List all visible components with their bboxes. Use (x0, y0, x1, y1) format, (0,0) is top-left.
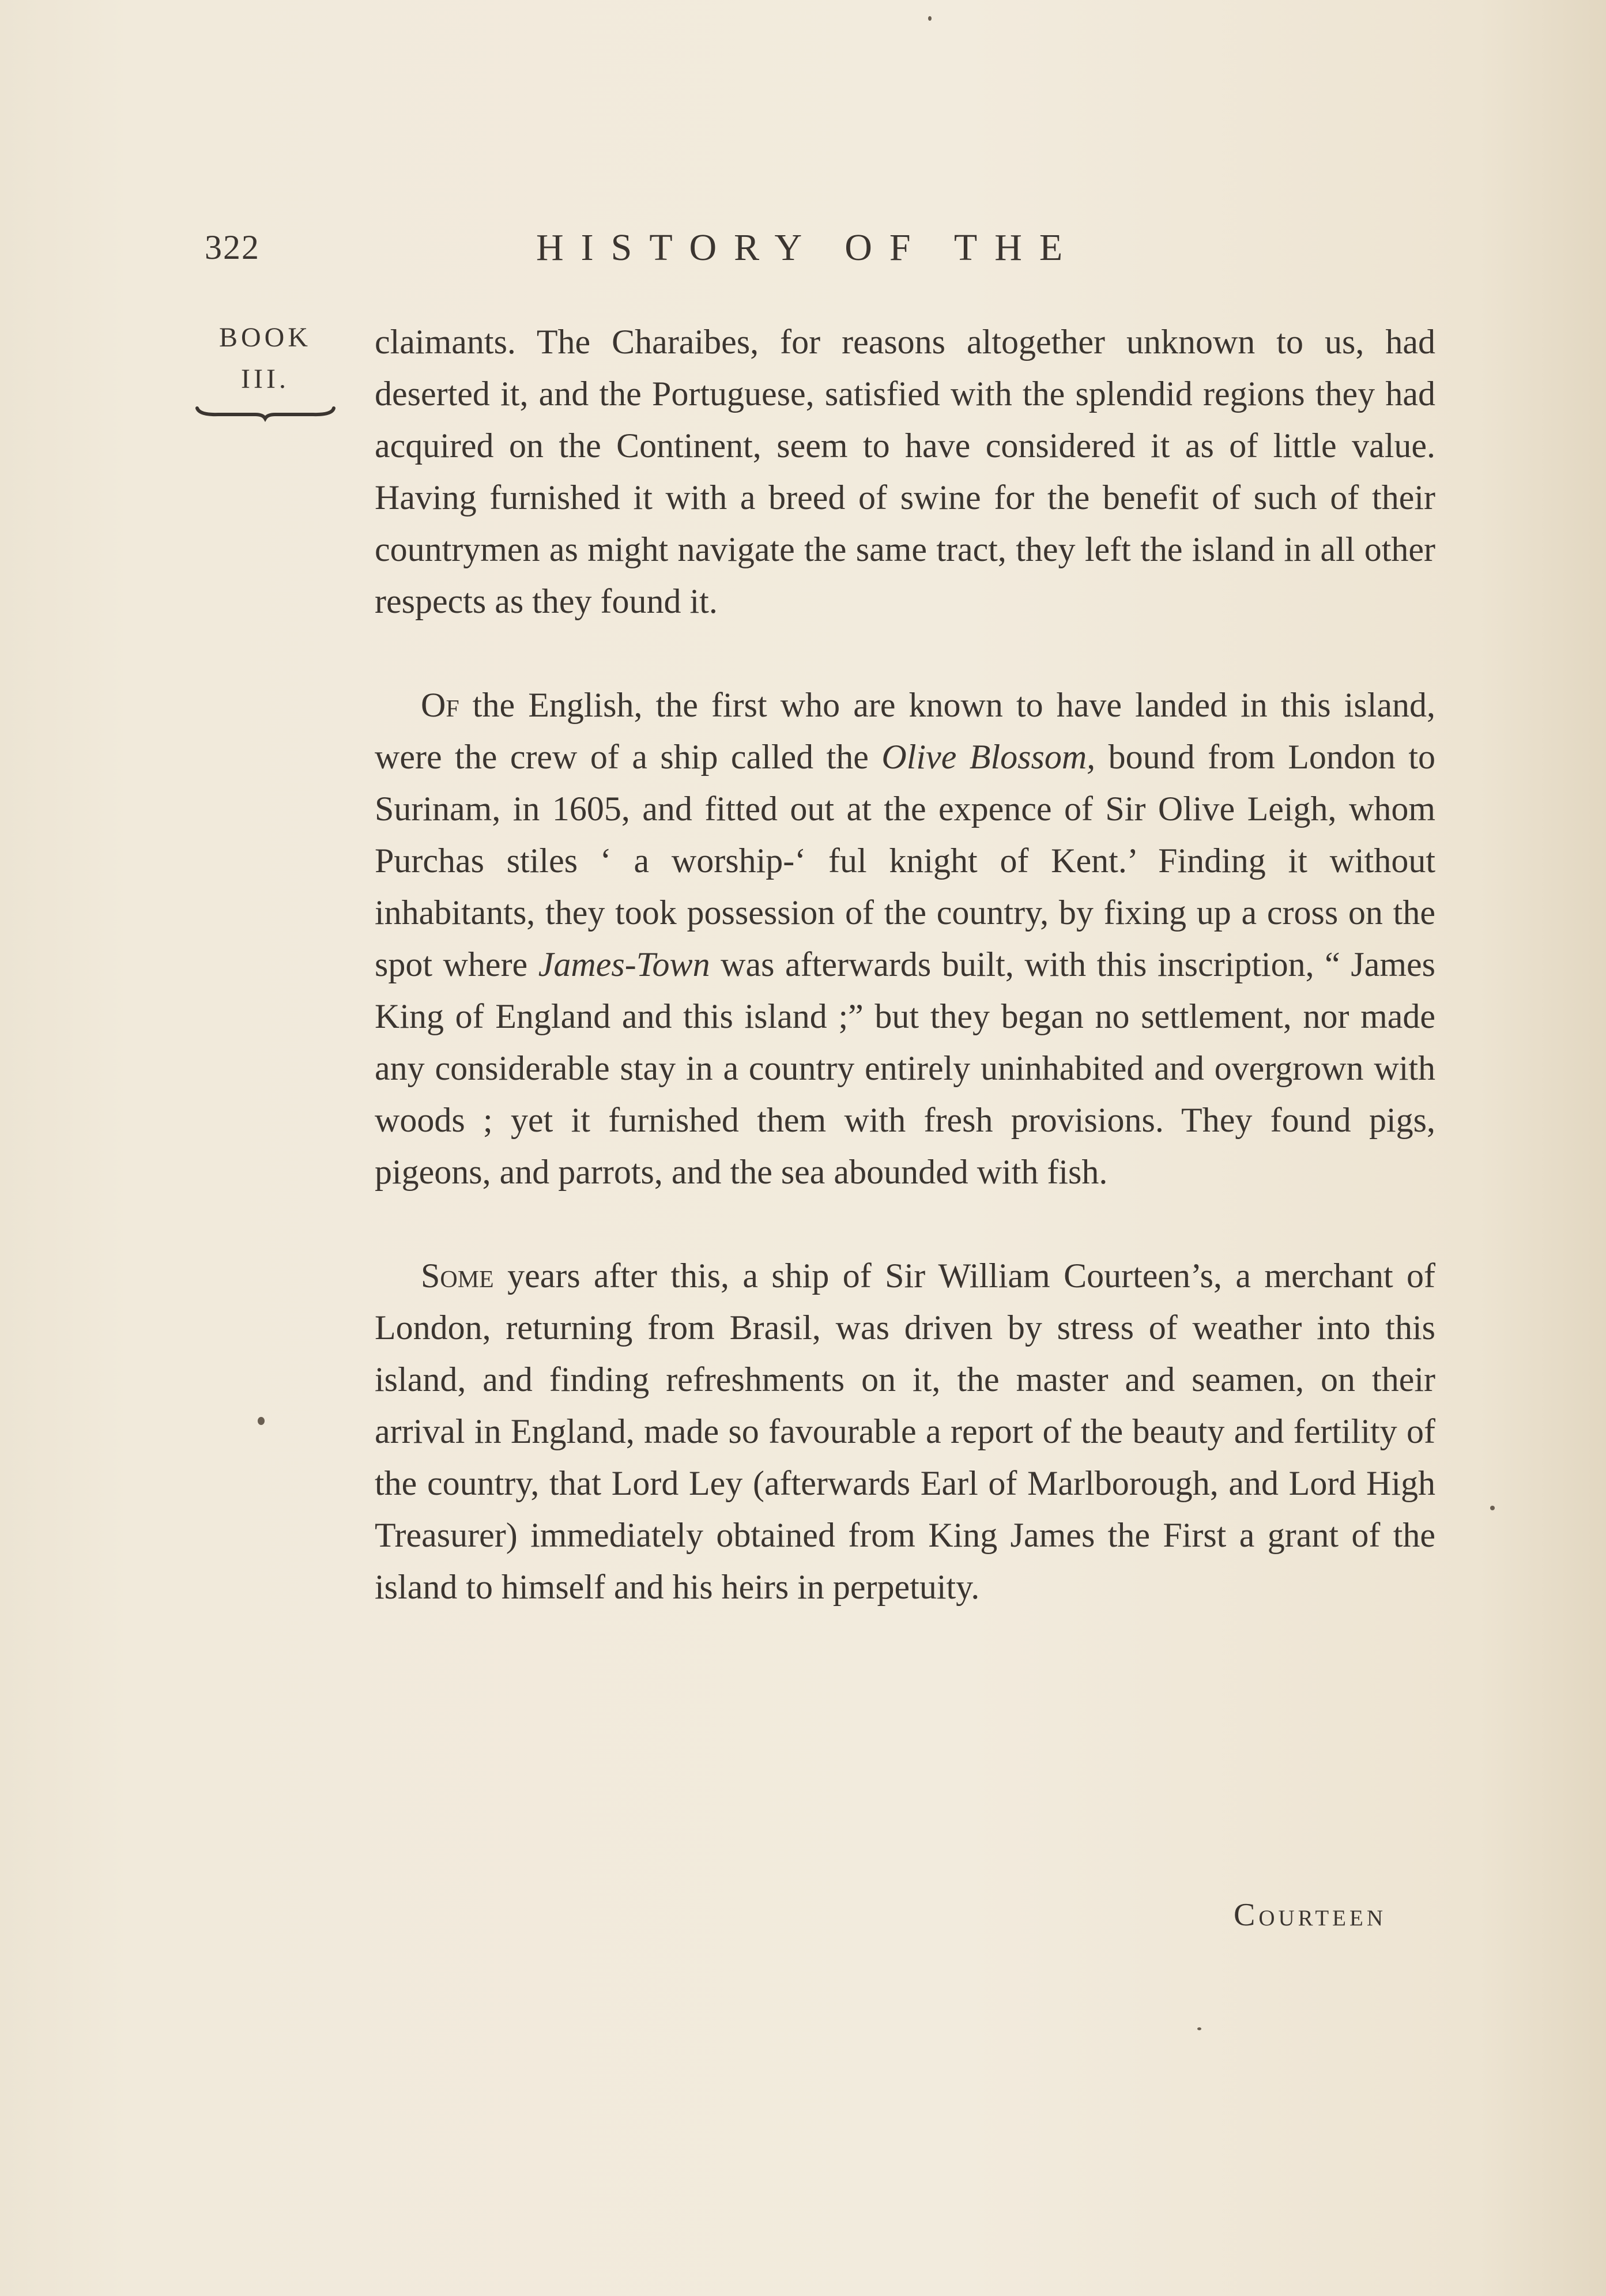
paragraph-3-lead: Some (421, 1257, 494, 1295)
marginal-note-book: BOOK (218, 322, 311, 353)
catchword: Courteen (1234, 1897, 1386, 1933)
page-number: 322 (205, 228, 260, 266)
marginal-note (190, 317, 340, 422)
running-title: HISTORY OF THE (536, 227, 1080, 269)
paragraph-2-lead: Of (421, 686, 459, 724)
paragraph-3 (375, 1250, 1435, 1613)
ink-speck (1197, 2027, 1201, 2030)
body-text (375, 316, 1435, 1613)
marginal-note-volume: III. (241, 364, 289, 394)
paragraph-2-text-2: bound from London to Surinam, in 1605, and fitted out at the expence of Sir Olive Leigh, whom Purchas stiles ‘ a worship-‘ ful knight of Kent.’ Finding it without inhabitants, they took possession of the country, by fixing up a cross on the spot where (375, 738, 1436, 983)
paragraph-1-text: claimants. The Charaibes, for reasons altogether unknown to us, had deserted it, and the Portuguese, satisfied with the splendid regions they had acquired on the Continent, seem to have considered it as of little value. Having furnished it with a breed of swine for the benefit of such of their countrymen as might navigate the same tract, they left the island in all other respects as they found it. (375, 323, 1435, 620)
ink-speck (928, 16, 932, 21)
ship-name: Olive Blossom, (881, 738, 1096, 776)
town-name: James-Town (538, 945, 710, 983)
paragraph-2 (375, 679, 1435, 1198)
paragraph-1 (375, 316, 1435, 627)
paragraph-3-text: years after this, a ship of Sir William Courteen’s, a merchant of London, returning from Brasil, was driven by stress of weather into this island, and finding refreshments on it, the master and seamen, on their arrival in England, made so favourable a report of the beauty and fertility of the country, that Lord Ley (afterwards Earl of Marlborough, and Lord High Treasurer) immediately obtained from King James the First a grant of the island to himself and his heirs in perpetuity. (375, 1257, 1435, 1606)
paragraph-2-text: the English, the first who are known to have landed in this island, were the crew of a ship called the (375, 686, 1435, 776)
ink-speck (258, 1417, 265, 1425)
paragraph-2-text-3: was afterwards built, with this inscription, “ James King of England and this island ;” but they began no settlement, nor made any considerable stay in a country entirely uninhabited and overgrown with woods ; yet it furnished them with fresh provisions. They found pigs, pigeons, and parrots, and the sea abounded with fish. (375, 945, 1436, 1191)
brace-ornament (195, 405, 336, 422)
ink-speck (1490, 1506, 1495, 1510)
